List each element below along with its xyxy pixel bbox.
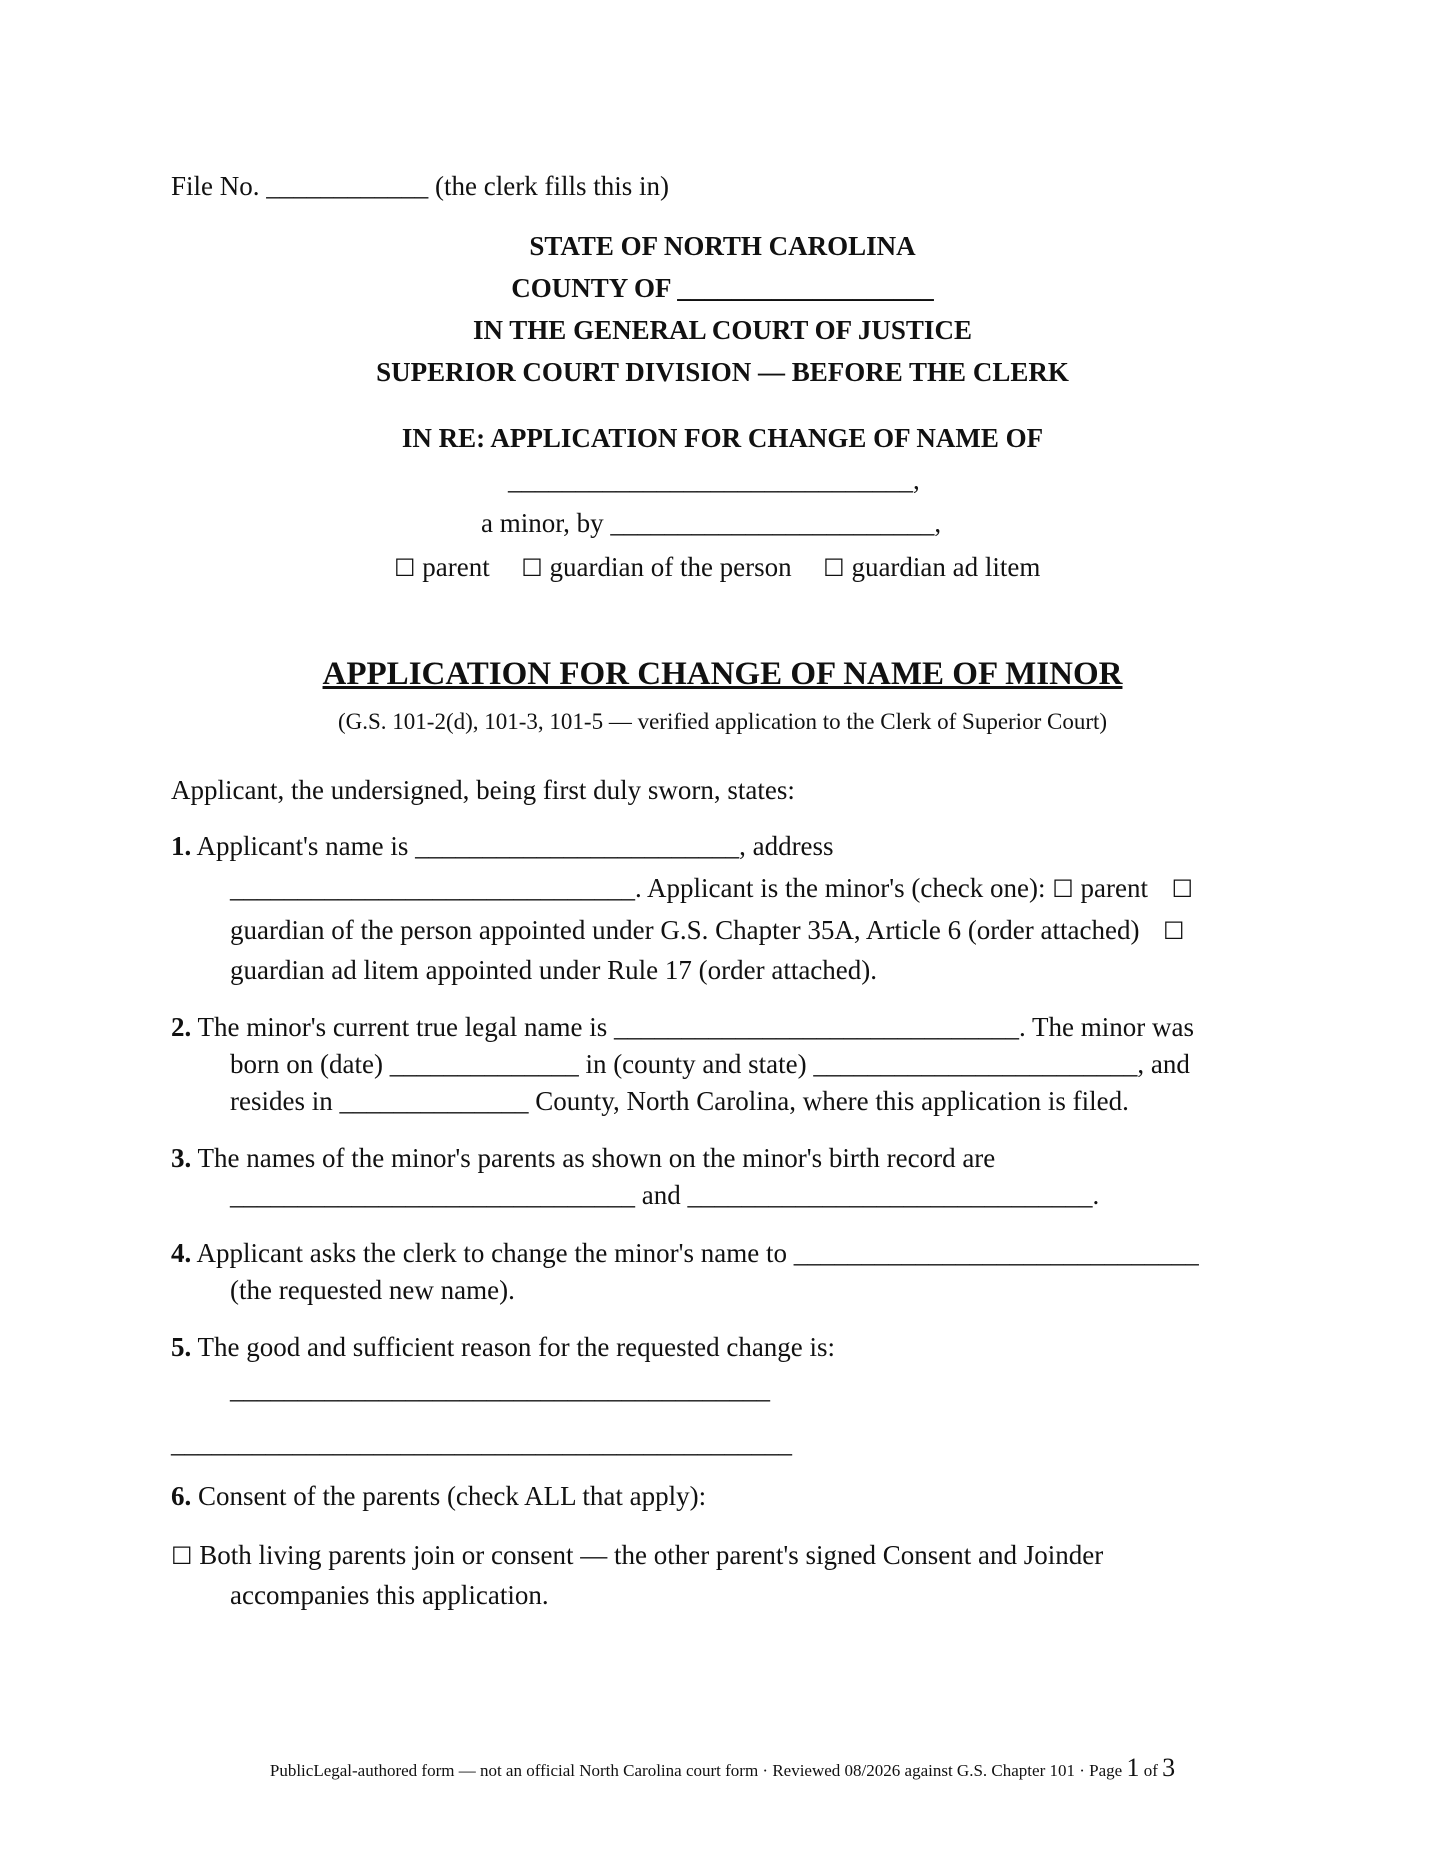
item-2-line-1[interactable]: 2. The minor's current true legal name is ______________________________. The minor was (171, 1012, 1194, 1042)
reason-field-2[interactable]: ______________________________________________ (171, 1428, 792, 1458)
empty-checkbox-icon[interactable]: ☐ (1052, 875, 1074, 903)
file-number-label: File No. (171, 171, 260, 201)
file-number-field[interactable]: ____________ (266, 171, 429, 201)
item-2-line-3[interactable]: resides in ______________ County, North Carolina, where this application is filed. (230, 1086, 1129, 1116)
caption-division: SUPERIOR COURT DIVISION — BEFORE THE CLERK (376, 357, 1069, 387)
item-number: 4. (171, 1238, 192, 1268)
form-title: APPLICATION FOR CHANGE OF NAME OF MINOR (322, 656, 1123, 692)
item-6-line-1: 6. Consent of the parents (check ALL that apply): (171, 1481, 707, 1511)
item-1-line-3: guardian of the person appointed under G.S. Chapter 35A, Article 6 (order attached) ☐ (230, 915, 1185, 945)
empty-checkbox-icon[interactable]: ☐ (1162, 917, 1185, 945)
caption-court: IN THE GENERAL COURT OF JUSTICE (473, 315, 972, 345)
empty-checkbox-icon[interactable]: ☐ (171, 1542, 193, 1570)
item-1-line-4: guardian ad litem appointed under Rule 17 (order attached). (230, 955, 878, 985)
caption-state: STATE OF NORTH CAROLINA (529, 231, 916, 261)
file-number-line (171, 173, 669, 200)
page-footer: PublicLegal-authored form — not an official North Carolina court form · Reviewed 08/2026 against G.S. Chapter 101 · Page 1 of 3 (269, 1753, 1176, 1782)
item-number: 2. (171, 1012, 192, 1042)
consent-option-1[interactable]: ☐ Both living parents join or consent — the other parent's signed Consent and Joinder (171, 1540, 1104, 1570)
footer-text: PublicLegal-authored form — not an official North Carolina court form · Reviewed 08/2026 against G.S. Chapter 101 · Page (269, 1761, 1127, 1780)
empty-checkbox-icon[interactable]: ☐ (823, 554, 845, 582)
opt-parent-label: parent (1080, 873, 1148, 903)
item-number: 5. (171, 1332, 192, 1362)
item-3-line-2[interactable]: ______________________________ and ______________________________. (230, 1180, 1100, 1210)
item-5-line-1: 5. The good and sufficient reason for the requested change is: (171, 1332, 836, 1362)
role-guardian-ad-litem-label: guardian ad litem (851, 552, 1041, 582)
empty-checkbox-icon[interactable]: ☐ (394, 554, 416, 582)
empty-checkbox-icon[interactable]: ☐ (1171, 875, 1194, 903)
consent-option-1-cont: accompanies this application. (230, 1580, 549, 1610)
page-total: 3 (1162, 1753, 1176, 1782)
file-number-note: (the clerk fills this in) (435, 171, 669, 201)
item-4-line-2: (the requested new name). (230, 1275, 515, 1305)
role-guardian-person-label: guardian of the person (549, 552, 792, 582)
item-number: 6. (171, 1481, 192, 1511)
minor-by-line[interactable]: a minor, by ________________________, (481, 508, 942, 538)
caption-in-re: IN RE: APPLICATION FOR CHANGE OF NAME OF (401, 423, 1044, 453)
item-2-line-2[interactable]: born on (date) ______________ in (county and state) ________________________, and (230, 1049, 1190, 1079)
item-1-line-1[interactable]: 1. Applicant's name is ________________________, address (171, 831, 834, 861)
caption-county[interactable]: COUNTY OF ___________________ (511, 273, 934, 303)
role-parent-label: parent (422, 552, 490, 582)
item-4-line-1[interactable]: 4. Applicant asks the clerk to change the minor's name to ______________________________ (171, 1238, 1199, 1268)
item-3-line-1: 3. The names of the minor's parents as shown on the minor's birth record are (171, 1143, 996, 1173)
reason-field-1[interactable]: ________________________________________ (230, 1374, 770, 1404)
statute-note: (G.S. 101-2(d), 101-3, 101-5 — verified application to the Clerk of Superior Court) (337, 709, 1108, 734)
item-number: 3. (171, 1143, 192, 1173)
caption-role-options (394, 554, 1040, 581)
item-number: 1. (171, 831, 192, 861)
minor-name-field[interactable]: ______________________________, (508, 465, 920, 495)
page-number: 1 (1126, 1753, 1140, 1782)
empty-checkbox-icon[interactable]: ☐ (521, 554, 543, 582)
item-1-line-2[interactable]: ______________________________. Applicant is the minor's (check one): ☐ parent ☐ (230, 873, 1194, 903)
intro-text: Applicant, the undersigned, being first duly sworn, states: (171, 775, 795, 805)
